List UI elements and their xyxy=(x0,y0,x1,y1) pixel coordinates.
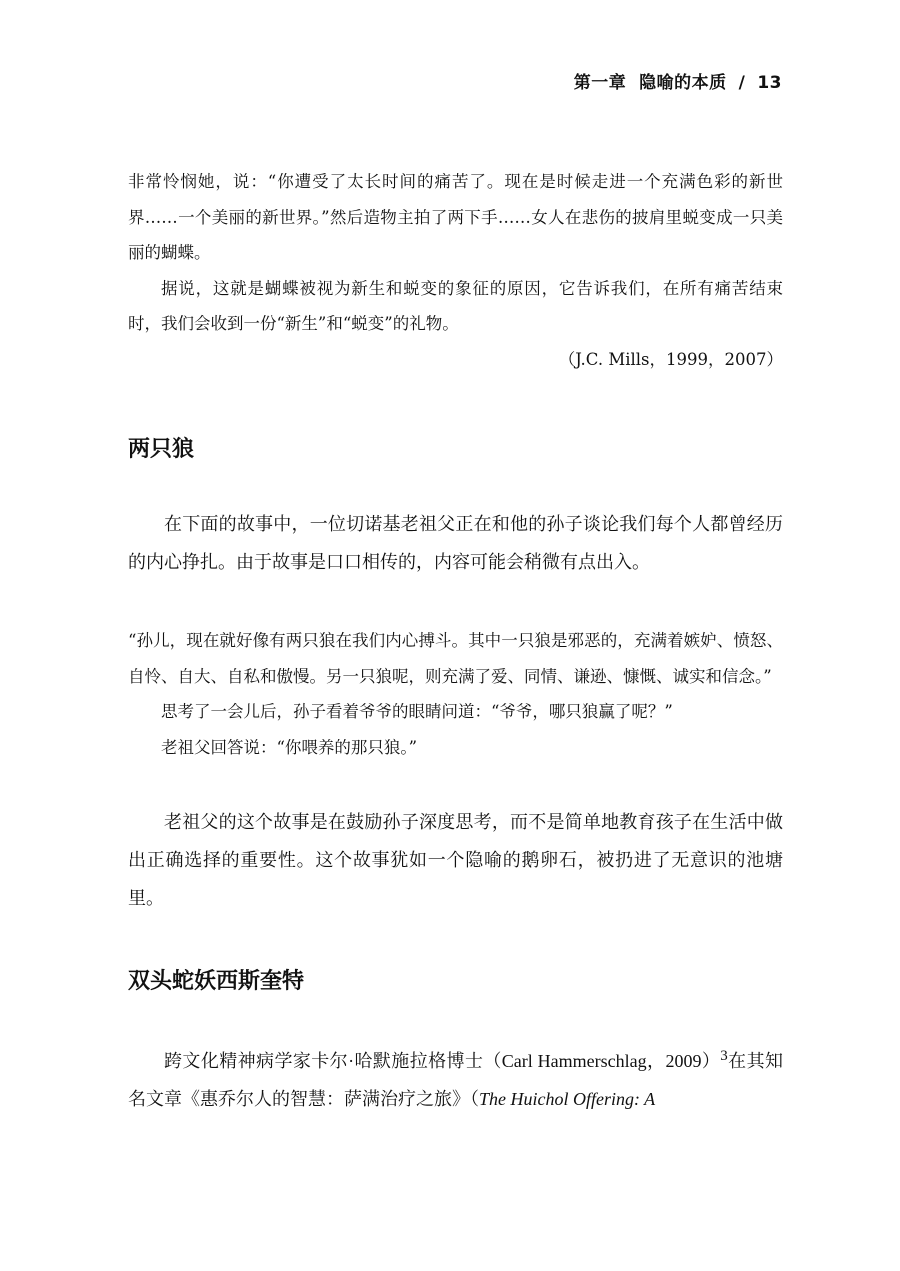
footnote-reference: 3 xyxy=(720,1048,728,1064)
quote-paragraph: 思考了一会儿后，孙子看着爷爷的眼睛问道：“爷爷，哪只狼赢了呢？” xyxy=(161,702,673,721)
paragraph-text: 在其知名文章《惠乔尔人的智慧：萨满治疗之旅》（ xyxy=(128,1051,783,1109)
body-paragraph: 在下面的故事中，一位切诺基老祖父正在和他的孙子谈论我们每个人都曾经历的内心挣扎。由于故事是口口相传的，内容可能会稍微有点出入。 xyxy=(128,514,783,572)
quote-citation: （J.C. Mills，1999，2007） xyxy=(558,349,783,369)
page-number: 13 xyxy=(757,73,782,93)
chapter-number: 第一章 xyxy=(573,73,627,93)
section-heading-two-wolves: 两只狼 xyxy=(128,437,195,462)
butterfly-quote-block xyxy=(128,164,783,377)
paragraph-text: 跨文化精神病学家卡尔·哈默施拉格博士（Carl Hammerschlag，2009） xyxy=(164,1051,721,1071)
body-paragraph xyxy=(128,1037,783,1118)
page-content xyxy=(128,164,783,1118)
running-header xyxy=(574,68,782,93)
wolves-quote-block xyxy=(128,623,783,765)
section-body xyxy=(128,505,783,581)
quote-paragraph: 据说，这就是蝴蝶被视为新生和蜕变的象征的原因，它告诉我们，在所有痛苦结束时，我们会收到一份“新生”和“蜕变”的礼物。 xyxy=(128,278,783,333)
quote-paragraph: “孙儿，现在就好像有两只狼在我们内心搏斗。其中一只狼是邪恶的，充满着嫉妒、愤怒、自怜、自大、自私和傲慢。另一只狼呢，则充满了爱、同情、谦逊、慷慨、诚实和信念。” xyxy=(128,631,783,686)
header-separator: / xyxy=(738,73,746,93)
body-paragraph: 老祖父的这个故事是在鼓励孙子深度思考，而不是简单地教育孩子在生活中做出正确选择的重要性。这个故事犹如一个隐喻的鹅卵石，被扔进了无意识的池塘里。 xyxy=(128,812,783,908)
quote-paragraph: 老祖父回答说：“你喂养的那只狼。” xyxy=(161,737,418,757)
section-body xyxy=(128,1037,783,1118)
chapter-title: 隐喻的本质 xyxy=(639,73,727,93)
quote-paragraph: 非常怜悯她，说：“你遭受了太长时间的痛苦了。现在是时候走进一个充满色彩的新世界……一个美丽的新世界。”然后造物主拍了两下手……女人在悲伤的披肩里蜕变成一只美丽的蝴蝶。 xyxy=(128,172,783,262)
section-heading-sisiutl: 双头蛇妖西斯奎特 xyxy=(128,969,305,994)
section-body xyxy=(128,803,783,917)
book-title-italic: The Huichol Offering: A xyxy=(479,1089,656,1109)
